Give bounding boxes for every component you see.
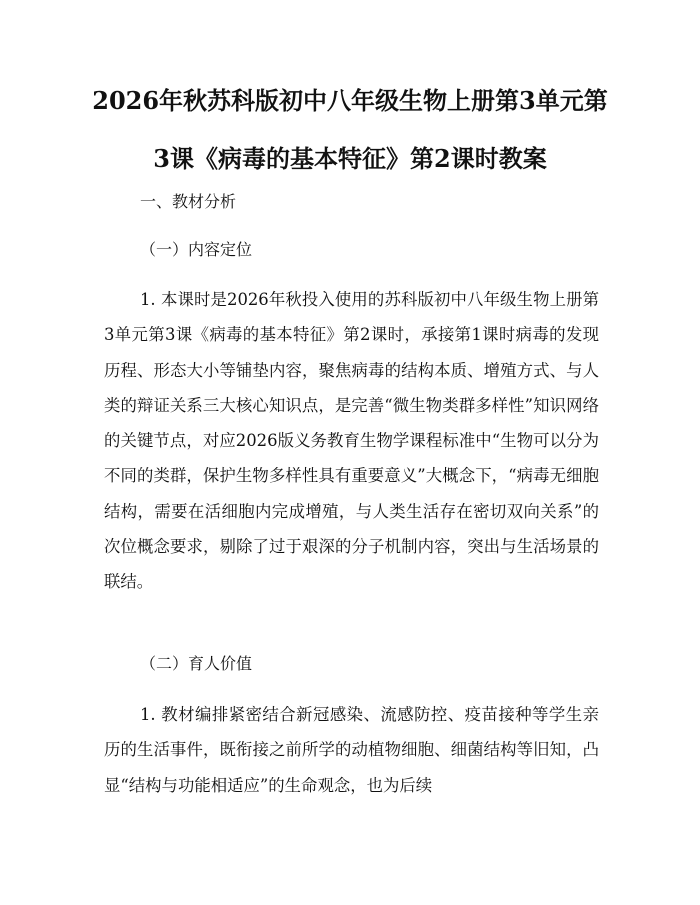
paragraph-content-position: 1. 本课时是2026年秋投入使用的苏科版初中八年级生物上册第3单元第3课《病毒的基本特征》第2课时，承接第1课时病毒的发现历程、形态大小等铺垫内容，聚焦病毒的结构本质、增殖方式、与人类的辩证关系三大核心知识点，是完善“微生物类群多样性”知识网络的关键节点，对应2026版义务教育生物学课程标准中“生物可以分为不同的类群，保护生物多样性具有重要意义”大概念下，“病毒无细胞结构，需要在活细胞内完成增殖，与人类生活存在密切双向关系”的次位概念要求，剔除了过于艰深的分子机制内容，突出与生活场景的联结。 xyxy=(104,290,599,592)
subsection-heading-content-position: （一）内容定位 xyxy=(140,240,253,259)
subsection-heading-educational-value: （二）育人价值 xyxy=(140,654,253,673)
section-heading-textbook-analysis: 一、教材分析 xyxy=(140,192,237,211)
paragraph-educational-value: 1. 教材编排紧密结合新冠感染、流感防控、疫苗接种等学生亲历的生活事件，既衔接之前所学的动植物细胞、细菌结构等旧知，凸显“结构与功能相适应”的生命观念，也为后续 xyxy=(104,705,599,795)
document-title: 2026年秋苏科版初中八年级生物上册第3单元第3课《病毒的基本特征》第2课时教案 xyxy=(92,86,608,173)
